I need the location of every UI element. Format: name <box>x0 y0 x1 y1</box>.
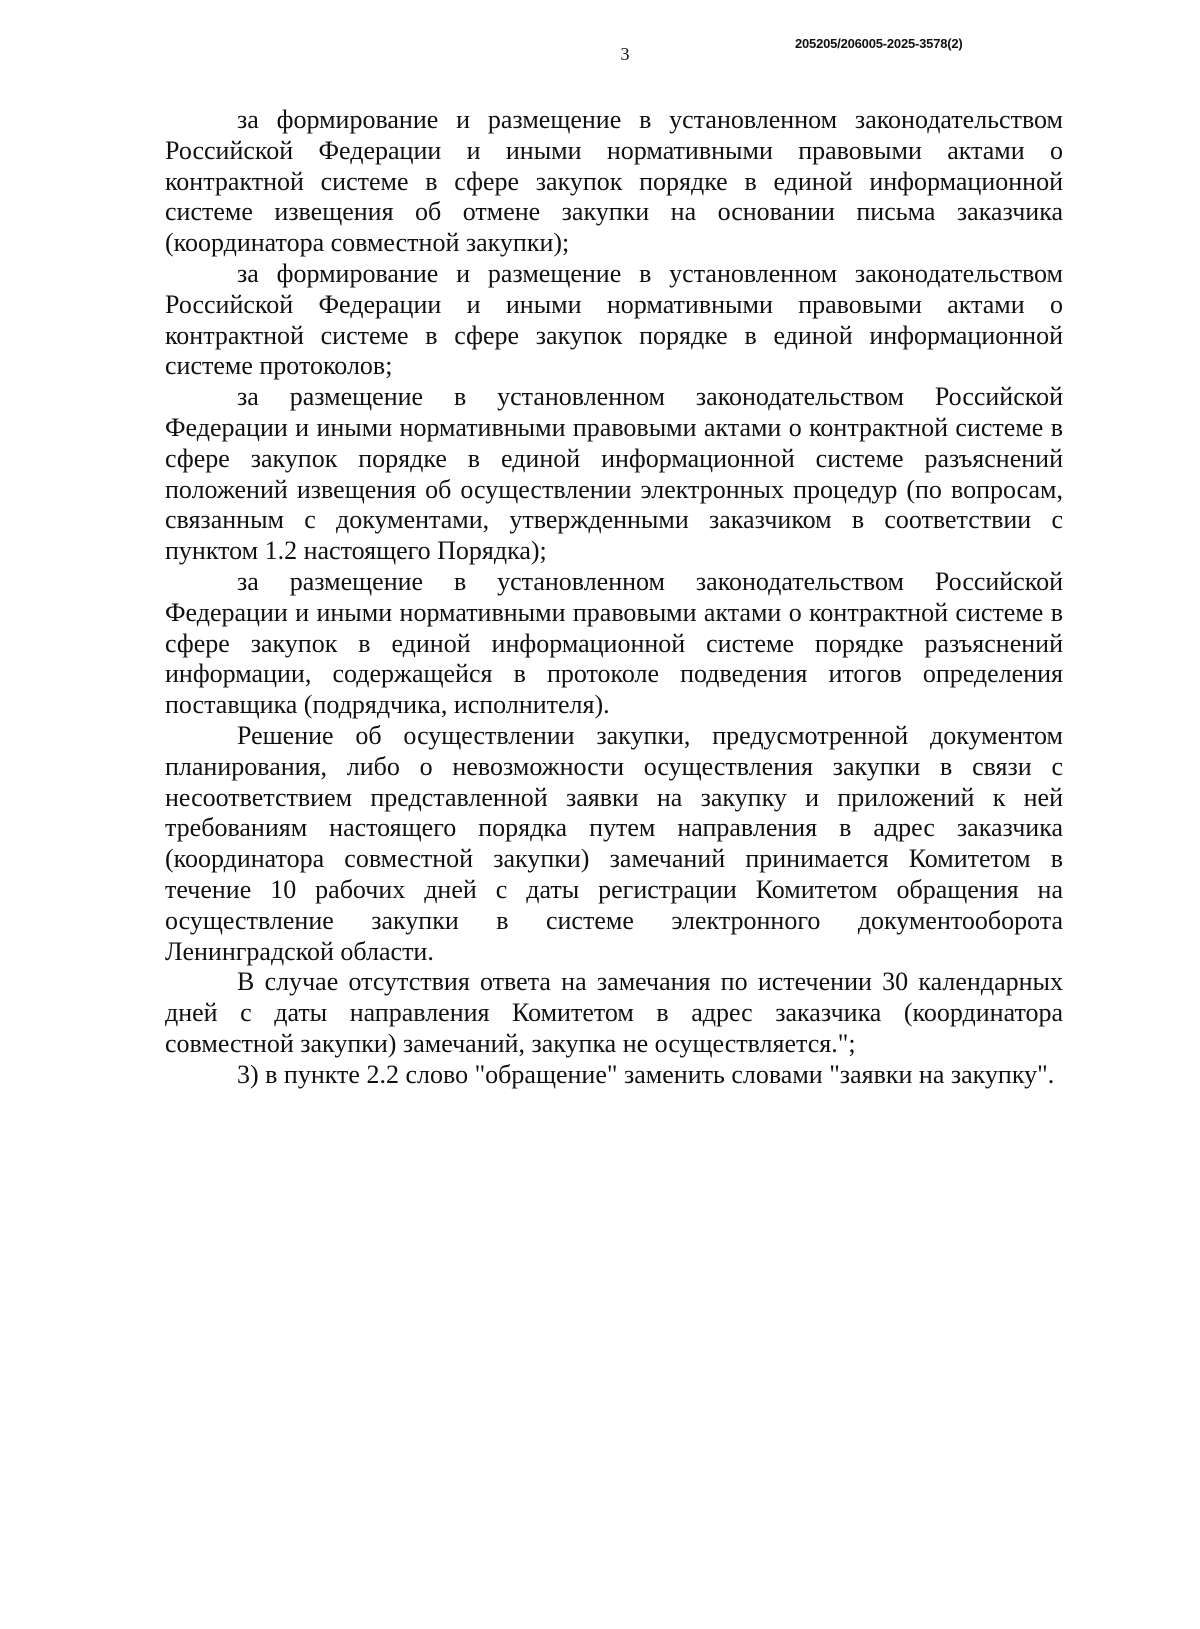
paragraph-protocols: за формирование и размещение в установленном законодательством Российской Федерации и иными нормативными правовыми актами о контрактной системе в сфере закупок порядке в единой информационной системе протоколов; <box>165 258 1063 381</box>
paragraph-notice-clarifications: за размещение в установленном законодательством Российской Федерации и иными нормативными правовыми актами о контрактной системе в сфере закупок порядке в единой информационной системе разъяснений положений извещения об осуществлении электронных процедур (по вопросам, связанным с документами, утвержденными заказчиком в соответствии с пунктом 1.2 настоящего Порядка); <box>165 382 1063 566</box>
document-body <box>165 105 1063 1091</box>
paragraph-protocol-clarifications: за размещение в установленном законодательством Российской Федерации и иными нормативными правовыми актами о контрактной системе в сфере закупок в единой информационной системе порядке разъяснений информации, содержащейся в протоколе подведения итогов определения поставщика (подрядчика, исполнителя). <box>165 566 1063 720</box>
paragraph-cancellation-notice: за формирование и размещение в установленном законодательством Российской Федерации и иными нормативными правовыми актами о контрактной системе в сфере закупок порядке в единой информационной системе извещения об отмене закупки на основании письма заказчика (координатора совместной закупки); <box>165 105 1063 258</box>
paragraph-no-response: В случае отсутствия ответа на замечания по истечении 30 календарных дней с даты направления Комитетом в адрес заказчика (координатора совместной закупки) замечаний, закупка не осуществляется."; <box>165 967 1063 1058</box>
page-number: 3 <box>620 44 630 64</box>
document-registration-number: 205205/206005-2025-3578(2) <box>795 36 963 51</box>
paragraph-procurement-decision: Решение об осуществлении закупки, предусмотренной документом планирования, либо о невозможности осуществления закупки в связи с несоответствием представленной заявки на закупку и приложений к ней требованиям настоящего порядка путем направления в адрес заказчика (координатора совместной закупки) замечаний принимается Комитетом в течение 10 рабочих дней с даты регистрации Комитетом обращения на осуществление закупки в системе электронного документооборота Ленинградской области. <box>165 720 1063 966</box>
paragraph-amendment-2-2: 3) в пункте 2.2 слово "обращение" заменить словами "заявки на закупку". <box>237 1059 1055 1089</box>
